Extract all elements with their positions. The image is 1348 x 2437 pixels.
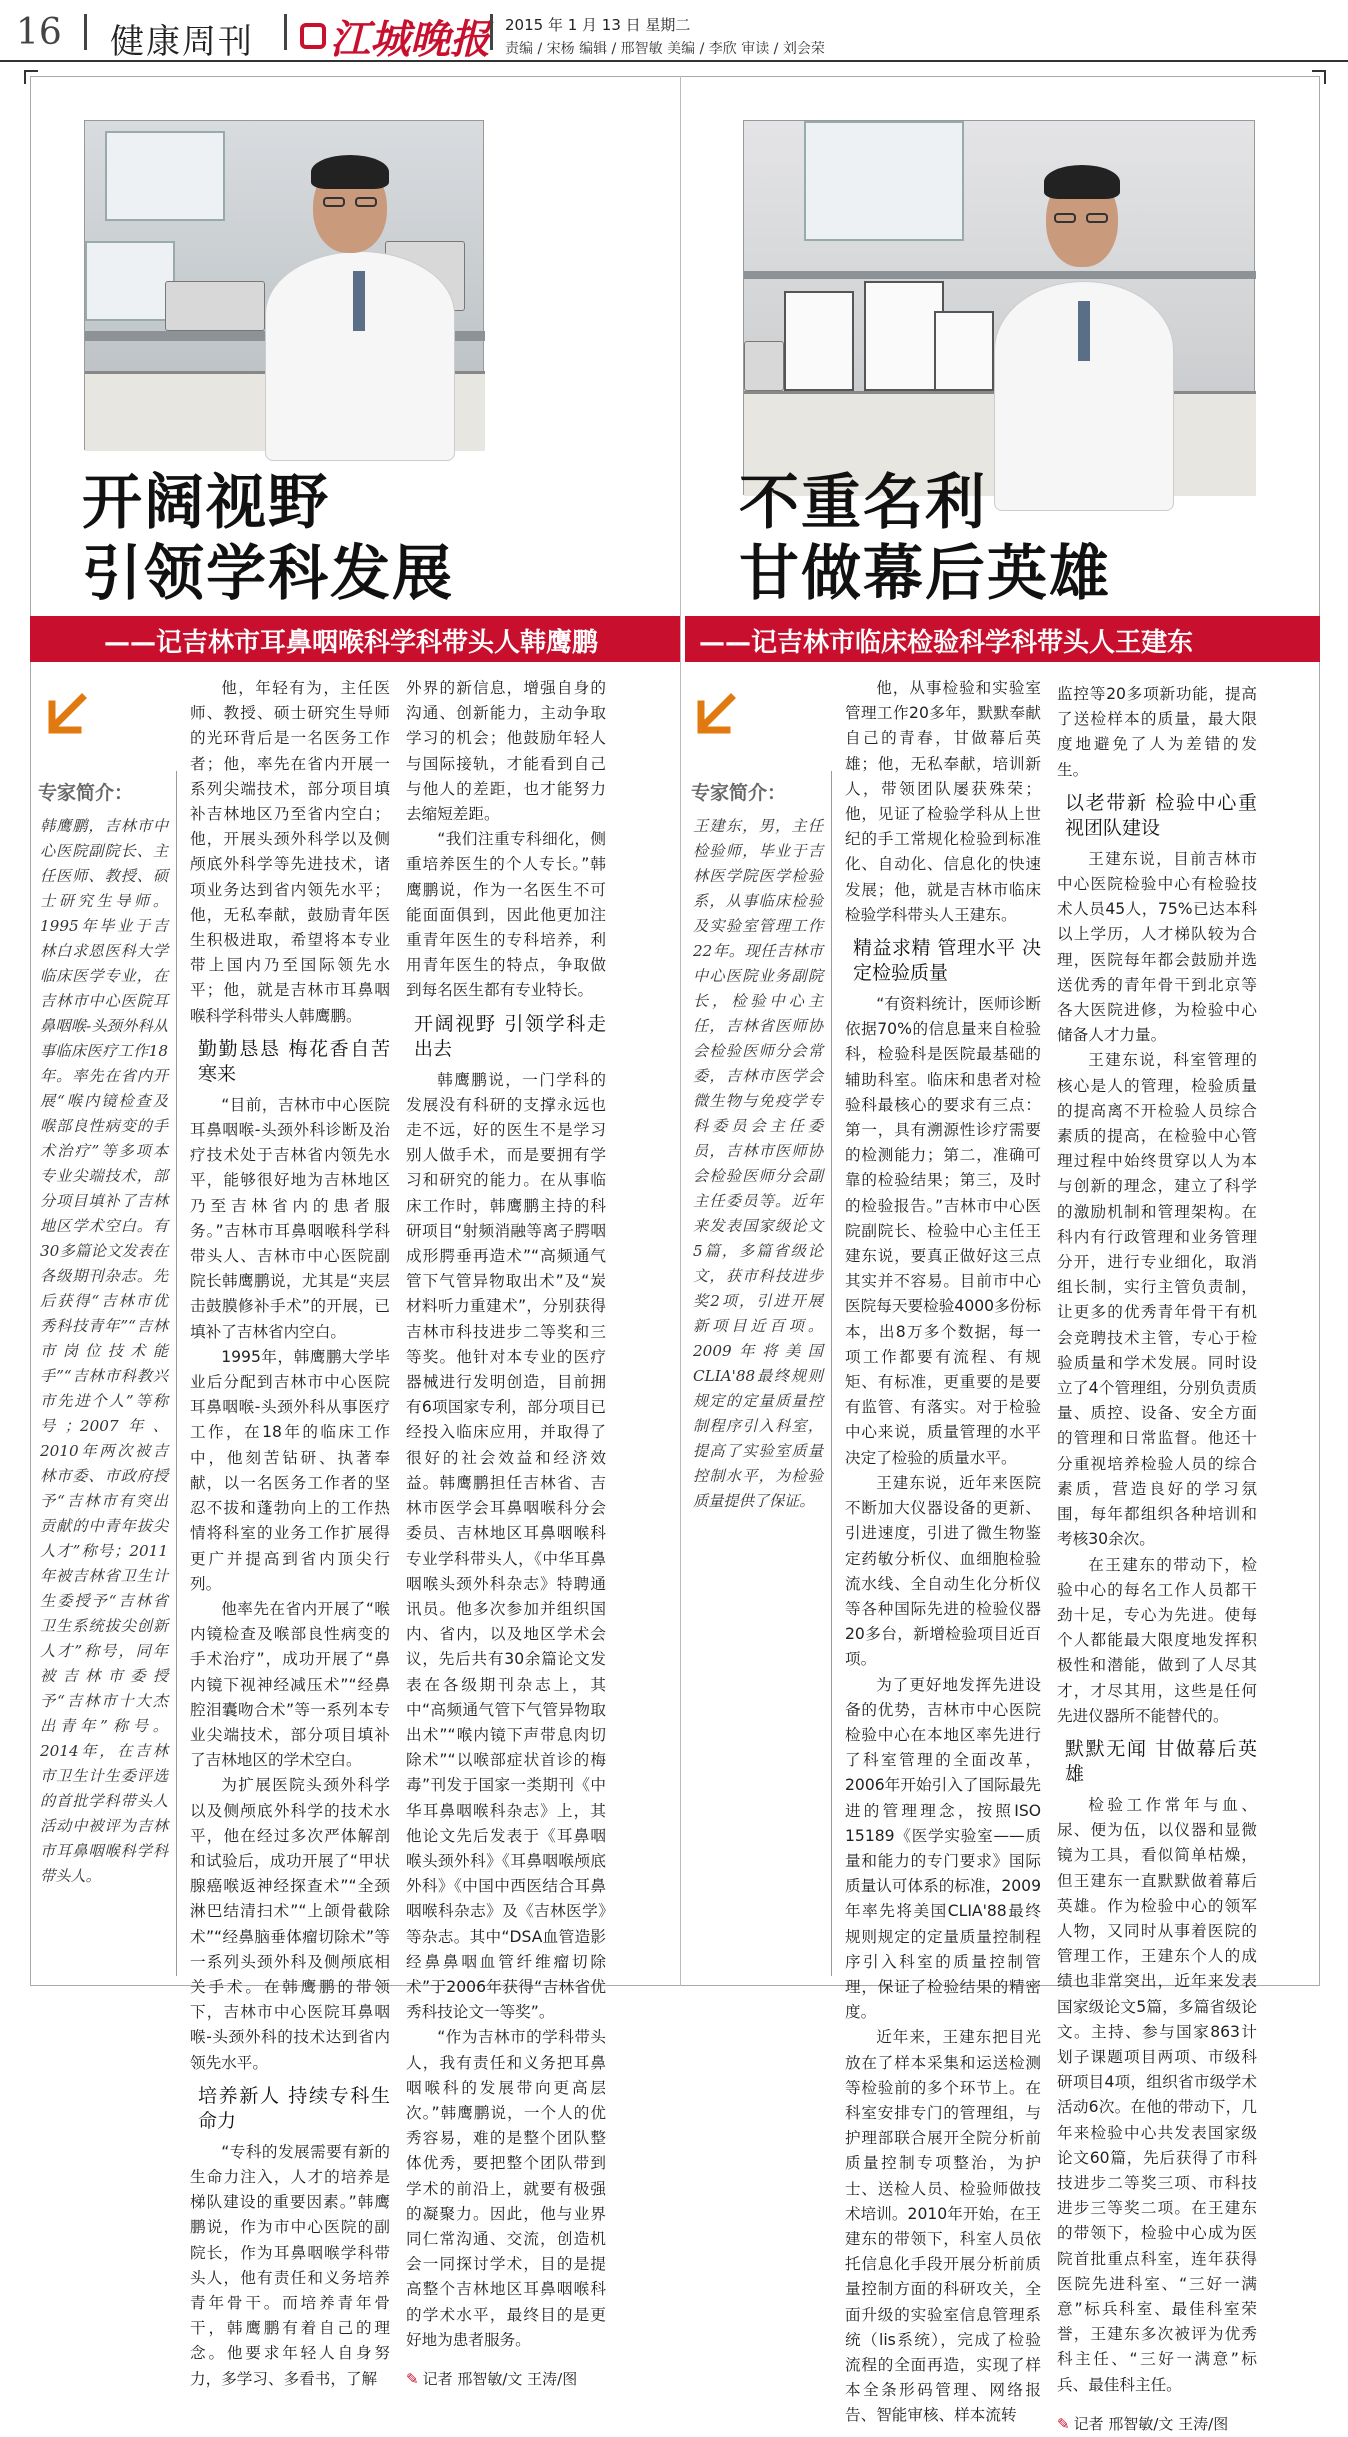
byline-text: 记者 邢智敏/文 王涛/图 <box>1073 2414 1229 2433</box>
headline-line2: 甘做幕后英雄 <box>739 538 1111 609</box>
expert-intro-heading: 专家简介： <box>691 782 787 804</box>
subheading: 默默无闻 甘做幕后英雄 <box>1065 1737 1257 1785</box>
subheading: 以老带新 检验中心重视团队建设 <box>1065 791 1257 839</box>
paragraph: “作为吉林市的学科带头人，我有责任和义务把耳鼻咽喉科的发展带向更高层次。”韩鹰鹏说，一个人的优秀容易，难的是整个团队整体优秀，要把整个团队带到学术的前沿上，就要有极强的凝聚力。因此，他与业界同仁常沟通、交流，创造机会一同探讨学术，目的是提高整个吉林地区耳鼻咽喉科的学术水平，最终目的是更好地为患者服务。 <box>406 2028 606 2349</box>
logo-emblem-icon <box>300 23 326 49</box>
paragraph: 他，从事检验和实验室管理工作20多年，默默奉献自己的青春，甘做幕后英雄；他，无私奉献，培训新人，带领团队屡获殊荣；他，见证了检验学科从上世纪的手工常规化检验到标准化、自动化、信息化的快速发展；他，就是吉林市临床检验学科带头人王建东。 <box>845 679 1041 924</box>
headline-line2: 引领学科发展 <box>82 538 454 609</box>
masthead-separator <box>490 14 493 50</box>
paragraph: 王建东说，科室管理的核心是人的管理，检验质量的提高离不开检验人员综合素质的提高，在检验中心管理过程中始终贯穿以人为本与创新的理念，建立了科学的激励机制和管理架构。在科内有行政管理和业务管理分开，进行专业细化，取消组长制，实行主管负责制，让更多的优秀青年骨干有机会竞聘技术主管，专心于检验质量和学术发展。同时设立了4个管理组，分别负责质量、质控、设备、安全方面的管理和日常监督。他还十分重视培养检验人员的综合素质，营造良好的学习氛围，每年都组织各种培训和考核30余次。 <box>1057 1051 1257 1549</box>
subheading: 精益求精 管理水平 决定检验质量 <box>853 937 1041 985</box>
paragraph: 外界的新信息，增强自身的沟通、创新能力，主动争取学习的机会；他鼓励年轻人与国际接轨，才能看到自己与他人的差距，也才能努力去缩短差距。 <box>406 679 606 824</box>
page-number: 16 <box>16 12 62 53</box>
article-left <box>30 76 680 2388</box>
bio-rule <box>176 771 177 1976</box>
expert-bio: 韩鹰鹏，吉林市中心医院副院长、主任医师、教授、硕士研究生导师。1995年毕业于吉林白求恩医科大学临床医学专业，在吉林市中心医院耳鼻咽喉-头颈外科从事临床医疗工作18年。率先在省内开展“喉内镜检查及喉部良性病变的手术治疗”等多项本专业尖端技术，部分项目填补了吉林地区学术空白。有30多篇论文发表在各级期刊杂志。先后获得“吉林市优秀科技青年”“吉林市岗位技术能手”“吉林市科教兴市先进个人”等称号；2007年、2010年两次被吉林市委、市政府授予“吉林市有突出贡献的中青年拔尖人才”称号；2011年被吉林省卫生计生委授予“吉林省卫生系统拔尖创新人才”称号，同年被吉林市委授予“吉林市十大杰出青年”称号。2014年，在吉林市卫生计生委评选的首批学科带头人活动中被评为吉林市耳鼻咽喉科学科带头人。 <box>40 817 168 1885</box>
arrow-down-left-icon <box>42 692 90 740</box>
paragraph: 为了更好地发挥先进设备的优势，吉林市中心医院检验中心在本地区率先进行了科室管理的全面改革，2006年开始引入了国际最先进的管理理念，按照ISO 15189《医学实验室——质量和能力的专门要求》国际质量认可体系的标准，2009年率先将美国CLIA'88最终规则规定的定量质量控制程序引入科室的质量控制管理，保证了检验结果的精密度。 <box>845 1675 1041 2022</box>
paragraph: 1995年，韩鹰鹏大学毕业后分配到吉林市中心医院耳鼻咽喉-头颈外科从事医疗工作，在18年的临床工作中，他刻苦钻研、执著奉献，以一名医务工作者的坚忍不拔和蓬勃向上的工作热情将科室的业务工作扩展得更广并提高到省内顶尖行列。 <box>190 1347 390 1593</box>
byline <box>406 2367 606 2392</box>
paragraph: 近年来，王建东把目光放在了样本采集和运送检测等检验前的多个环节上。在科室安排专门的管理组，与护理部联合展开全院分析前质量控制专项整治，为护士、送检人员、检验师做技术培训。2010年开始，在王建东的带领下，科室人员依托信息化手段开展分析前质量控制方面的科研攻关，全面升级的实验室信息管理系统（lis系统），完成了检验流程的全面再造，实现了样本全条形码管理、网络报告、智能审核、样本流转 <box>845 2028 1041 2425</box>
body-column-2 <box>406 676 606 2392</box>
paragraph: 监控等20多项新功能，提高了送检样本的质量，最大限度地避免了人为差错的发生。 <box>1057 685 1257 779</box>
body-column-2 <box>1057 682 1257 2437</box>
paragraph: 韩鹰鹏说，一门学科的发展没有科研的支撑永远也走不远，好的医生不是学习别人做手术，而是要拥有学习和研究的能力。在从事临床工作时，韩鹰鹏主持的科研项目“射频消融等离子腭咽成形腭垂再造术”“高频通气管下气管异物取出术”及“炭材料听力重建术”，分别获得吉林市科技进步二等奖和三等奖。他针对本专业的医疗器械进行发明创造，目前拥有6项国家专利，部分项目已经投入临床应用，并取得了很好的社会效益和经济效益。韩鹰鹏担任吉林省、吉林市医学会耳鼻咽喉科分会委员、吉林地区耳鼻咽喉科专业学科带头人，《中华耳鼻咽喉头颈外科杂志》特聘通讯员。他多次参加并组织国内、省内，以及地区学术会议，先后共有30余篇论文发表在各级期刊杂志上，其中“高频通气管下气管异物取出术”“喉内镜下声带息肉切除术”“以喉部症状首诊的梅毒”刊发于国家一类期刊《中华耳鼻咽喉科杂志》上，其他论文先后发表于《耳鼻咽喉头颈外科》《耳鼻咽喉颅底外科》《中国中西医结合耳鼻咽喉科杂志》及《吉林医学》等杂志。其中“DSA血管造影经鼻鼻咽血管纤维瘤切除术”于2006年获得“吉林省优秀科技论文一等奖”。 <box>406 1070 606 2022</box>
article-headline <box>739 468 1111 610</box>
paragraph: “有资料统计，医师诊断依据70%的信息量来自检验科，检验科是医院最基础的辅助科室。临床和患者对检验科最核心的要求有三点：第一，具有溯源性诊疗需要的检测能力；第二，准确可靠的检验结果；第三，及时的检验报告。”吉林市中心医院副院长、检验中心主任王建东说，要真正做好这三点其实并不容易。目前市中心医院每天要检验4000多份标本，出8万多个数据，每一项工作都要有流程、有规矩、有标准，更重要的是要有监管、有落实。对于检验中心来说，质量管理的水平决定了检验的质量水平。 <box>845 995 1041 1467</box>
paragraph: 为扩展医院头颈外科学以及侧颅底外科学的技术水平，他在经过多次严体解剖和试验后，成功开展了“甲状腺癌喉返神经探查术”“全颈淋巴结清扫术”“上颌骨截除术”“经鼻脑垂体瘤切除术”等一系列头颈外科及侧颅底相关手术。在韩鹰鹏的带领下，吉林市中心医院耳鼻咽喉-头颈外科的技术达到省内领先水平。 <box>190 1776 390 2072</box>
subhead-banner: ——记吉林市临床检验科学科带头人王建东 <box>685 616 1320 662</box>
subheading: 开阔视野 引领学科走出去 <box>414 1012 606 1060</box>
newspaper-logo <box>300 8 490 65</box>
paragraph: 他率先在省内开展了“喉内镜检查及喉部良性病变的手术治疗”，成功开展了“鼻内镜下视神经减压术”“经鼻腔泪囊吻合术”等一系列本专业尖端技术，部分项目填补了吉林地区的学术空白。 <box>190 1599 390 1770</box>
paragraph: 检验工作常年与血、尿、便为伍，以仪器和显微镜为工具，看似简单枯燥，但王建东一直默默做着幕后英雄。作为检验中心的领军人物，又同时从事着医院的管理工作，王建东个人的成绩也非常突出，近年来发表国家级论文5篇，多篇省级论文。主持、参与国家863计划子课题项目两项、市级科研项目4项，组织省市级学术活动6次。在他的带动下，几年来检验中心共发表国家级论文60篇，先后获得了市科技进步二等奖三项、市科技进步三等奖二项。在王建东的带领下，检验中心成为医院首批重点科室，连年获得医院先进科室、“三好一满意”标兵科室、最佳科室荣誉，王建东多次被评为优秀科主任、“三好一满意”标兵、最佳科主任。 <box>1057 1795 1257 2394</box>
paragraph: 王建东说，近年来医院不断加大仪器设备的更新、引进速度，引进了微生物鉴定药敏分析仪、血细胞检验流水线、全自动生化分析仪等各种国际先进的检验仪器20多台，新增检验项目近百项。 <box>845 1473 1041 1669</box>
article-headline <box>82 468 454 610</box>
editorial-credits: 责编 / 宋杨 编辑 / 邢智敏 美编 / 李欣 审读 / 刘会荣 <box>505 41 825 57</box>
body-column-1 <box>190 676 390 2392</box>
masthead-separator <box>284 14 287 50</box>
paragraph: 在王建东的带动下，检验中心的每名工作人员都干劲十足，专心为先进。使每个人都能最大限度地发挥积极性和潜能，做到了人尽其才，才尽其用，这些是任何先进仪器所不能替代的。 <box>1057 1555 1257 1725</box>
subheading: 培养新人 持续专科生命力 <box>198 2084 390 2132</box>
pen-icon: ✎ <box>1057 2414 1070 2433</box>
masthead-separator <box>84 14 87 50</box>
byline-text: 记者 邢智敏/文 王涛/图 <box>422 2370 578 2388</box>
bio-rule <box>831 771 832 1976</box>
paragraph: “目前，吉林市中心医院耳鼻咽喉-头颈外科诊断及治疗技术处于吉林省内领先水平，能够很好地为吉林地区乃至吉林省内的患者服务。”吉林市耳鼻咽喉科学科带头人、吉林市中心医院副院长韩鹰鹏说，尤其是“夹层击鼓膜修补手术”的开展，已填补了吉林省内空白。 <box>190 1095 390 1341</box>
pen-icon: ✎ <box>406 2370 419 2388</box>
expert-intro-heading: 专家简介： <box>38 782 134 804</box>
subheading: 勤勤恳恳 梅花香自苦寒来 <box>198 1037 390 1085</box>
byline <box>1057 2412 1257 2437</box>
portrait-photo <box>743 120 1255 495</box>
masthead <box>0 0 1348 62</box>
expert-bio: 王建东，男，主任检验师，毕业于吉林医学院医学检验系，从事临床检验及实验室管理工作22年。现任吉林市中心医院业务副院长，检验中心主任，吉林省医师协会检验医师分会常委，吉林市医学会微生物与免疫学专科委员会主任委员，吉林市医师协会检验医师分会副主任委员等。近年来发表国家级论文5篇，多篇省级论文，获市科技进步奖2项，引进开展新项目近百项。2009年将美国CLIA'88最终规则规定的定量质量控制程序引入科室，提高了实验室质量控制水平，为检验质量提供了保证。 <box>693 817 823 1510</box>
paragraph: 他，年轻有为，主任医师、教授、硕士研究生导师的光环背后是一名医务工作者；他，率先在省内开展一系列尖端技术，部分项目填补吉林地区乃至省内空白；他，开展头颈外科学以及侧颅底外科学等先进技术，诸项业务达到省内领先水平；他，无私奉献，鼓励青年医生积极进取，希望将本专业带上国内乃至国际领先水平；他，就是吉林市耳鼻咽喉科学科带头人韩鹰鹏。 <box>190 679 390 1025</box>
subhead-banner: ——记吉林市耳鼻咽喉科学科带头人韩鹰鹏 <box>30 616 680 662</box>
article-right <box>681 76 1320 2433</box>
portrait-photo <box>84 120 484 450</box>
paragraph: “专科的发展需要有新的生命力注入，人才的培养是梯队建设的重要因素。”韩鹰鹏说，作为市中心医院的副院长，作为耳鼻咽喉学科带头人，他有责任和义务培养青年骨干。而培养青年骨干，韩鹰鹏有着自己的理念。他要求年轻人自身努力，多学习、多看书，了解 <box>190 2142 390 2388</box>
section-title: 健康周刊 <box>110 22 254 62</box>
headline-line1: 开阔视野 <box>82 468 330 538</box>
issue-date: 2015 年 1 月 13 日 星期二 <box>505 16 691 34</box>
headline-line1: 不重名利 <box>739 468 987 538</box>
arrow-down-left-icon <box>691 692 739 740</box>
body-column-1 <box>845 676 1041 2429</box>
newspaper-name: 江城晚报 <box>330 16 490 63</box>
paragraph: 王建东说，目前吉林市中心医院检验中心有检验技术人员45人，75%已达本科以上学历，人才梯队较为合理，医院每年都会鼓励并选送优秀的青年骨干到北京等各大医院进修，为检验中心储备人才力量。 <box>1057 849 1257 1045</box>
paragraph: “我们注重专科细化，侧重培养医生的个人专长。”韩鹰鹏说，作为一名医生不可能面面俱到，因此他更加注重青年医生的专科培养，利用青年医生的特点，争取做到每名医生都有专业特长。 <box>406 830 606 1000</box>
